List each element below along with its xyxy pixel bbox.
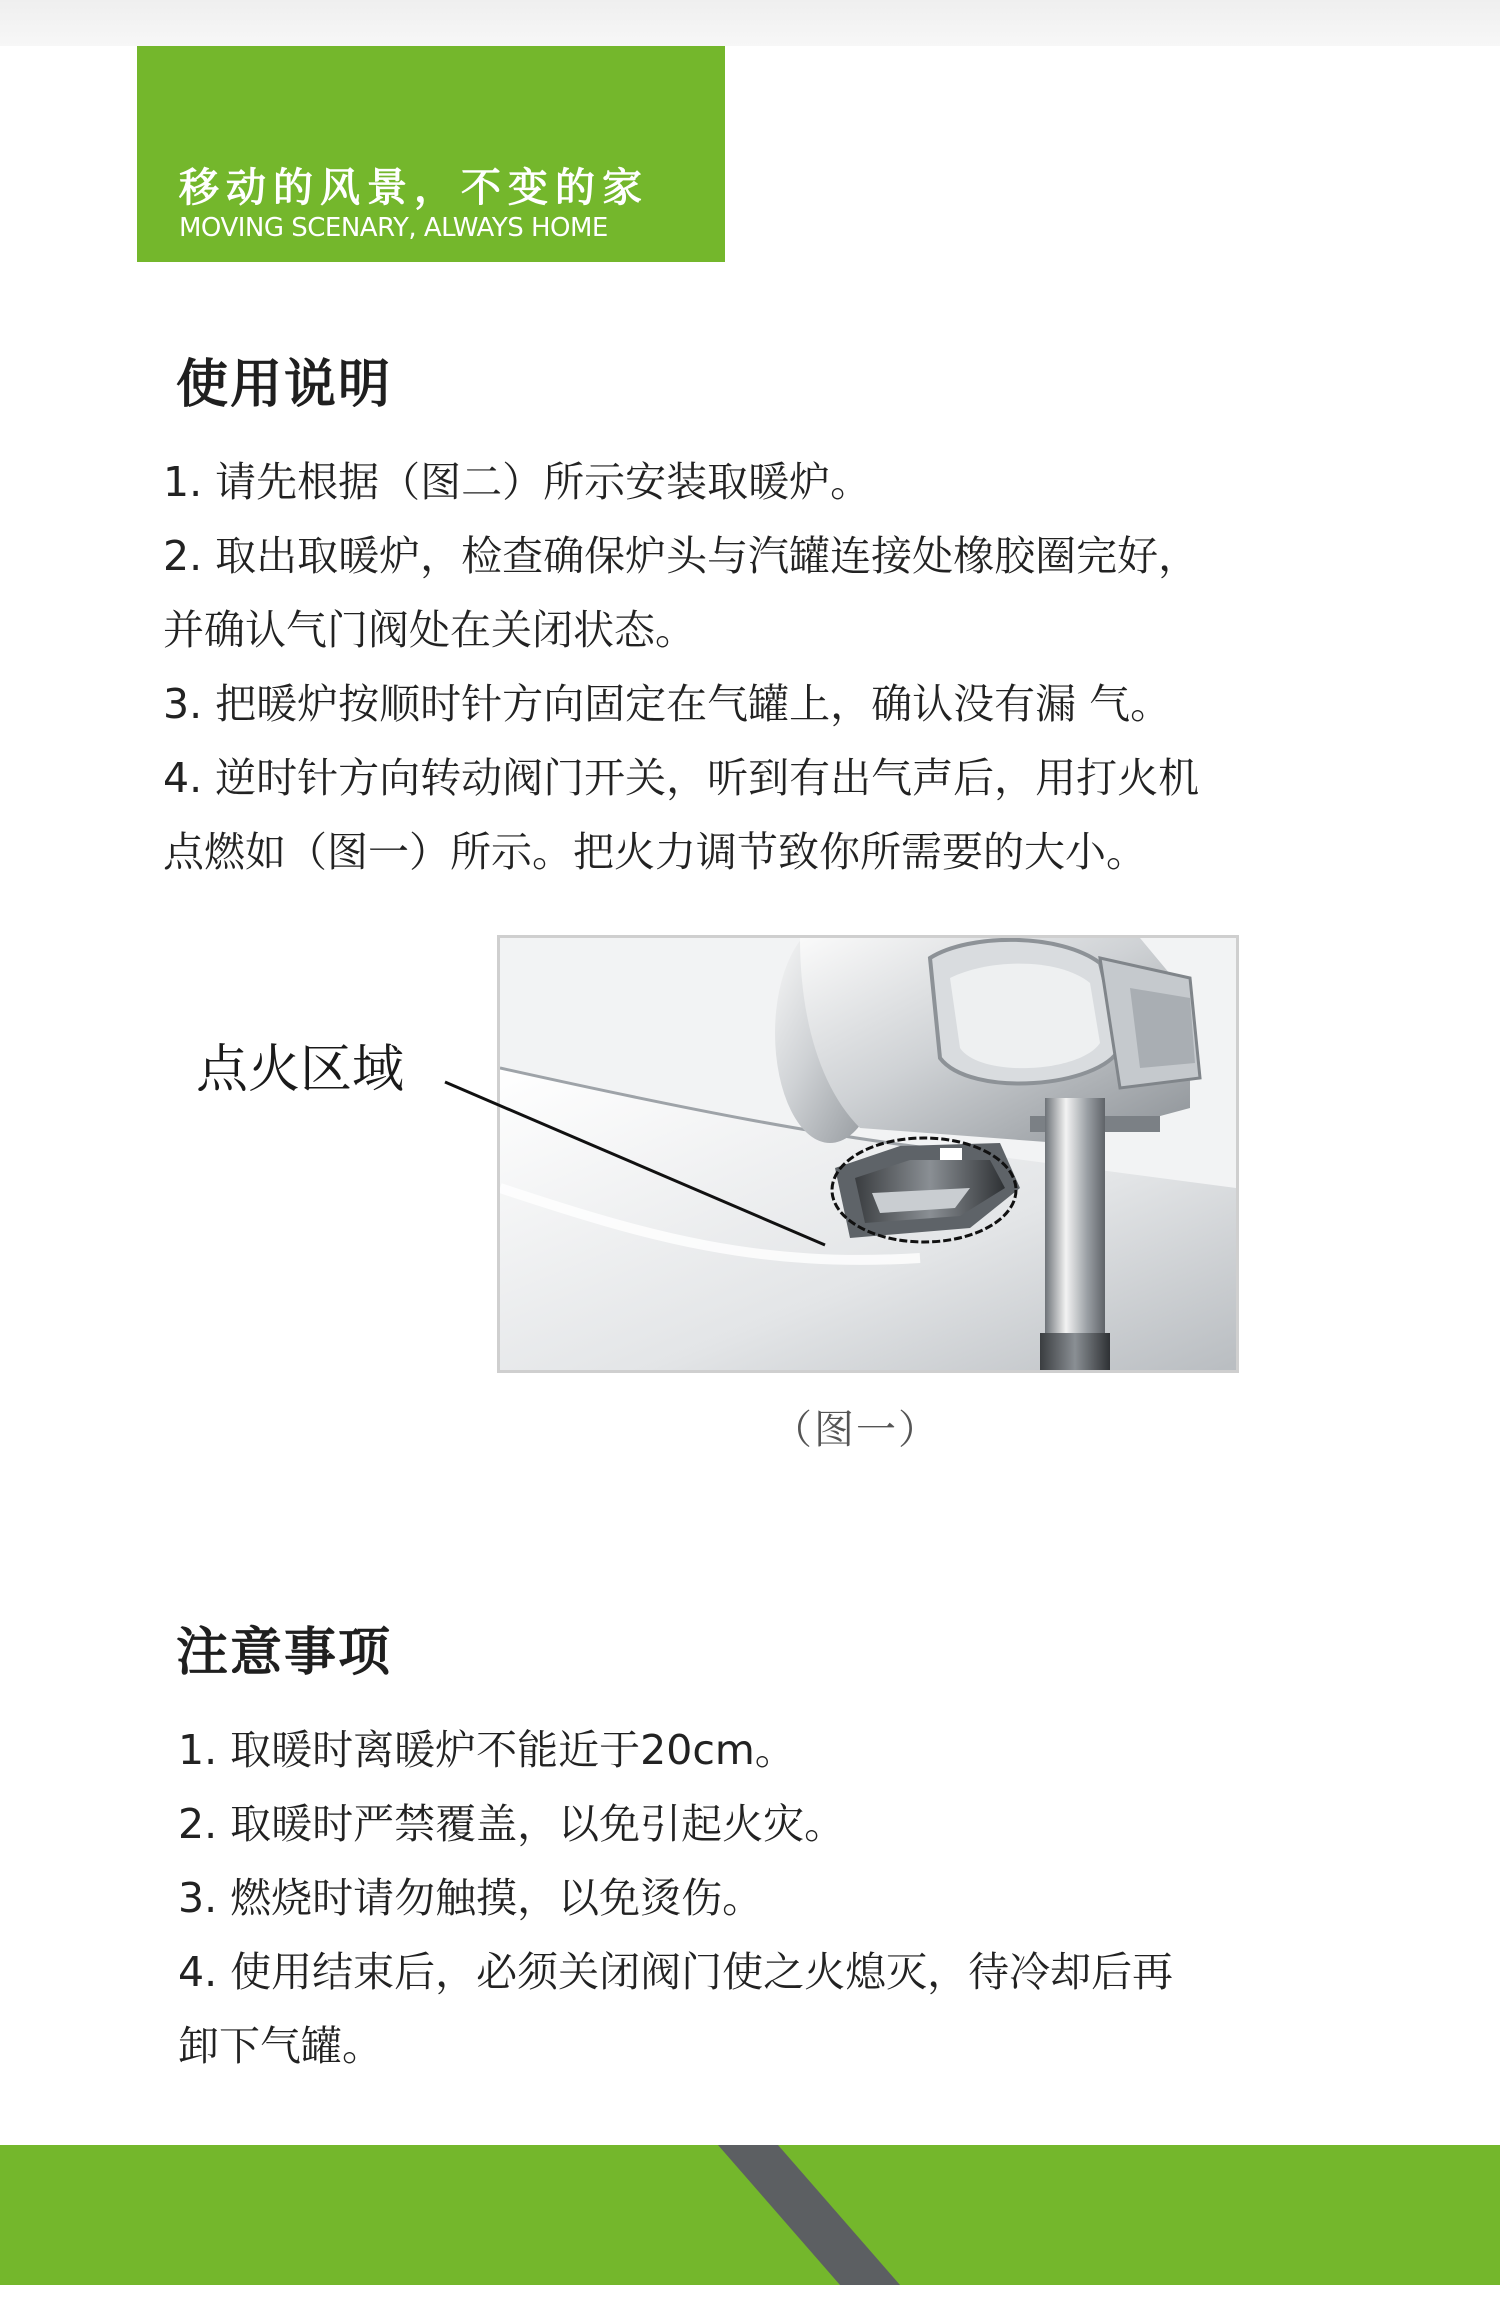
instruction-line-1: 1. 请先根据（图二）所示安装取暖炉。 — [163, 458, 872, 506]
instruction-line-4: 3. 把暖炉按顺时针方向固定在气罐上，确认没有漏 气。 — [163, 680, 1172, 728]
notes-title: 注意事项 — [176, 1623, 393, 1683]
instruction-line-3: 并确认气门阀处在关闭状态。 — [163, 606, 696, 654]
instruction-line-2: 2. 取出取暖炉，检查确保炉头与汽罐连接处橡胶圈完好， — [163, 532, 1200, 580]
top-strip — [0, 0, 1500, 46]
figure-ignition-photo — [497, 935, 1239, 1373]
footer-diagonal-stripe — [0, 2145, 1500, 2285]
instructions-title: 使用说明 — [176, 355, 393, 415]
footer-bar — [0, 2145, 1500, 2285]
note-line-3: 3. 燃烧时请勿触摸，以免烫伤。 — [178, 1874, 764, 1922]
note-line-1: 1. 取暖时离暖炉不能近于20cm。 — [178, 1726, 796, 1774]
callout-ignition-area: 点火区域 — [196, 1040, 405, 1100]
note-line-2: 2. 取暖时严禁覆盖，以免引起火灾。 — [178, 1800, 846, 1848]
heater-illustration — [500, 938, 1236, 1370]
instruction-line-6: 点燃如（图一）所示。把火力调节致你所需要的大小。 — [163, 828, 1147, 876]
slogan-english: MOVING SCENARY, ALWAYS HOME — [179, 213, 608, 243]
instruction-line-5: 4. 逆时针方向转动阀门开关，听到有出气声后，用打火机 — [163, 754, 1200, 802]
note-line-4: 4. 使用结束后，必须关闭阀门使之火熄灭，待冷却后再 — [178, 1948, 1174, 1996]
slogan-badge — [137, 46, 725, 262]
figure-caption: （图一） — [772, 1407, 940, 1453]
note-line-5: 卸下气罐。 — [178, 2022, 383, 2070]
slogan-chinese: 移动的风景，不变的家 — [179, 165, 649, 211]
